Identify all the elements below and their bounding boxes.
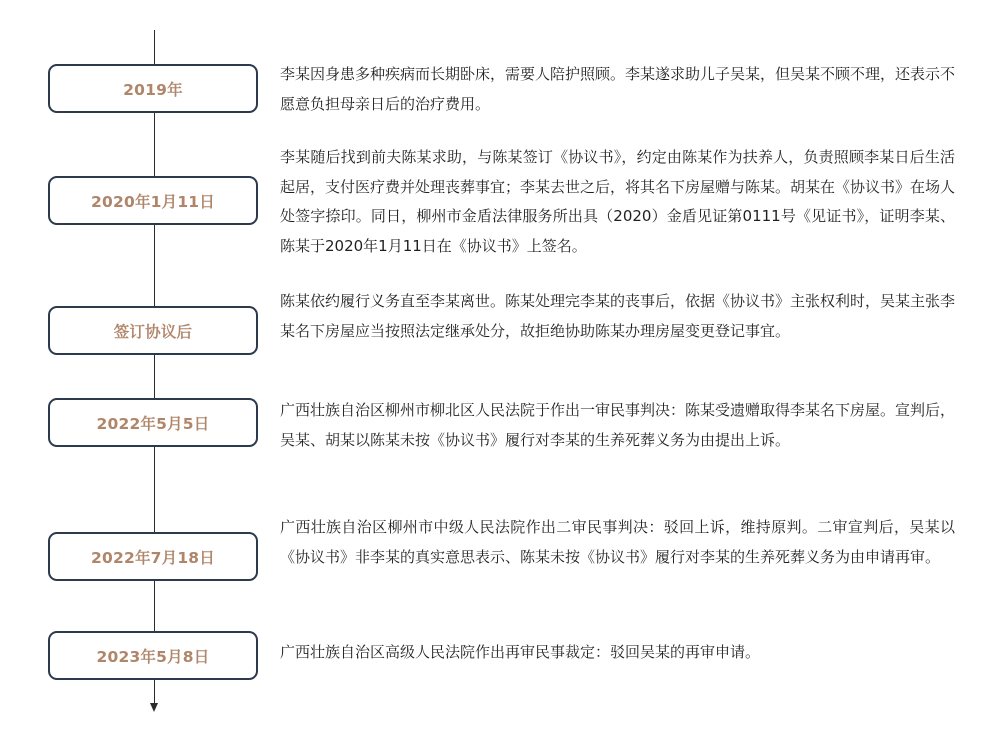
date-label: 2022年7月18日 [91,548,215,567]
event-description: 广西壮族自治区高级人民法院作出再审民事裁定：驳回吴某的再审申请。 [280,643,761,661]
event-description: 广西壮族自治区柳州市柳北区人民法院于作出一审民事判决：陈某受遗赠取得李某名下房屋。宣判后，吴某、胡某以陈某未按《协议书》履行对李某的生养死葬义务为由提出上诉。 [280,401,956,449]
date-box-2020-01-11 [48,176,258,225]
event-description: 李某因身患多种疾病而长期卧床，需要人陪护照顾。李某遂求助儿子吴某，但吴某不顾不理，还表示不愿意负担母亲日后的治疗费用。 [280,65,956,113]
arrow-down-icon [150,703,158,712]
date-box-after-signing [48,306,258,355]
date-label: 2020年1月11日 [91,192,215,211]
event-description: 李某随后找到前夫陈某求助，与陈某签订《协议书》，约定由陈某作为扶养人，负责照顾李某日后生活起居，支付医疗费并处理丧葬事宜；李某去世之后，将其名下房屋赠与陈某。胡某在《协议书》在场人处签字捺印。同日，柳州市金盾法律服务所出具（2020）金盾见证第0111号《见证书》，证明李某、陈某于2020年1月11日在《协议书》上签名。 [280,148,956,255]
date-box-2019 [48,64,258,113]
date-box-2022-07-18 [48,532,258,581]
date-label: 2019年 [123,80,183,99]
date-label: 2023年5月8日 [96,647,210,666]
event-description: 广西壮族自治区柳州市中级人民法院作出二审民事判决：驳回上诉，维持原判。二审宣判后，吴某以《协议书》非李某的真实意思表示、陈某未按《协议书》履行对李某的生养死葬义务为由申请再审。 [280,518,955,566]
date-label: 签订协议后 [113,322,193,341]
event-description: 陈某依约履行义务直至李某离世。陈某处理完李某的丧事后，依据《协议书》主张权利时，吴某主张李某名下房屋应当按照法定继承处分，故拒绝协助陈某办理房屋变更登记事宜。 [280,292,956,340]
date-box-2022-05-05 [48,398,258,447]
timeline-axis [154,30,155,706]
date-box-2023-05-08 [48,631,258,680]
date-label: 2022年5月5日 [96,414,210,433]
